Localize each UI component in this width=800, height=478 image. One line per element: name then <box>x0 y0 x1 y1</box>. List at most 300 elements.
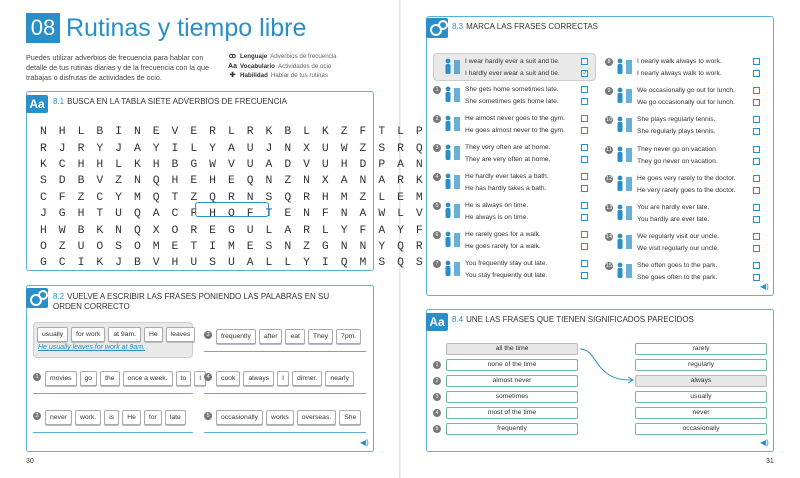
word-tiles <box>216 371 354 386</box>
checkbox[interactable] <box>753 70 760 77</box>
match-left-option[interactable]: almost never <box>446 375 578 387</box>
grid-letter[interactable]: I <box>115 126 122 139</box>
grid-letter[interactable]: K <box>265 126 273 139</box>
grid-letter[interactable]: J <box>115 257 122 270</box>
item-number: 10 <box>605 117 613 124</box>
item-number: 15 <box>605 263 613 270</box>
page-number-left: 30 <box>26 458 34 465</box>
grid-letter[interactable]: W <box>58 224 66 237</box>
grid-letter[interactable]: E <box>227 175 235 188</box>
item-number: 1 <box>433 361 441 369</box>
grid-letter[interactable]: R <box>303 191 310 204</box>
grid-letter[interactable]: R <box>209 126 216 139</box>
grid-letter[interactable]: L <box>284 257 292 270</box>
grid-letter[interactable]: N <box>284 240 292 253</box>
grid-letter[interactable]: A <box>152 208 160 221</box>
grid-letter[interactable]: E <box>397 191 404 204</box>
grid-letter[interactable]: Z <box>115 175 122 188</box>
grid-letter[interactable]: E <box>209 224 216 237</box>
grid-letter[interactable]: E <box>190 175 198 188</box>
checkbox[interactable] <box>753 99 760 106</box>
grid-letter[interactable]: N <box>340 240 348 253</box>
grid-letter[interactable]: X <box>321 175 329 188</box>
grid-letter[interactable]: K <box>96 257 104 270</box>
grid-letter[interactable]: S <box>378 257 386 270</box>
match-right-option[interactable]: regularly <box>635 359 767 371</box>
sentence-option: He hardly ever takes a bath. <box>465 173 549 180</box>
checkbox[interactable] <box>581 86 588 93</box>
grid-letter[interactable]: T <box>190 240 198 253</box>
grid-letter[interactable]: E <box>190 126 198 139</box>
grid-letter[interactable]: Q <box>152 175 160 188</box>
person-icon <box>614 233 634 249</box>
grid-letter[interactable]: H <box>209 208 216 221</box>
grid-letter[interactable]: U <box>227 257 235 270</box>
checkbox[interactable] <box>753 128 760 135</box>
sentence-option: She plays regularly tennis. <box>637 116 716 124</box>
grid-letter[interactable]: Z <box>58 240 66 253</box>
grid-letter[interactable]: O <box>96 240 104 253</box>
sentence-option: You are hardly ever late. <box>637 204 710 211</box>
sentence-option: He goes rarely for a walk. <box>465 243 541 250</box>
grid-letter[interactable]: S <box>209 257 216 270</box>
grid-letter[interactable]: V <box>227 158 235 171</box>
grid-letter[interactable]: M <box>227 240 235 253</box>
match-left-option[interactable]: most of the time <box>446 407 578 419</box>
grid-letter[interactable]: Q <box>284 191 292 204</box>
grid-letter[interactable]: X <box>152 224 160 237</box>
grid-letter[interactable]: G <box>58 208 66 221</box>
speaker-icon[interactable]: ◀) <box>360 438 369 447</box>
grid-letter[interactable]: O <box>171 224 179 237</box>
item-number: 13 <box>605 205 613 211</box>
grid-letter[interactable]: S <box>265 191 273 204</box>
grid-letter[interactable]: H <box>209 175 216 188</box>
speaker-icon[interactable]: ◀) <box>760 438 769 447</box>
checkbox[interactable] <box>753 146 760 153</box>
word-tile: nearly <box>325 371 354 386</box>
sentence-option: He almost never goes to the gym. <box>465 115 565 122</box>
grid-row <box>34 173 429 189</box>
grid-row <box>34 222 429 238</box>
match-right-option[interactable]: never <box>635 407 767 419</box>
answer-line[interactable] <box>204 393 366 394</box>
grid-letter[interactable]: C <box>58 158 66 171</box>
grid-letter[interactable]: L <box>397 126 404 139</box>
grid-letter[interactable]: Q <box>152 191 160 204</box>
grid-letter[interactable]: Y <box>378 240 386 253</box>
grid-letter[interactable]: G <box>227 224 235 237</box>
grid-letter[interactable]: Y <box>152 142 160 155</box>
sentence-option: He very rarely goes to the doctor. <box>637 186 736 194</box>
grid-letter[interactable]: J <box>39 208 47 221</box>
grid-letter[interactable]: F <box>415 224 423 237</box>
match-right-option[interactable]: usually <box>635 391 767 403</box>
item-number: 2 <box>433 115 441 123</box>
grid-letter[interactable]: L <box>378 191 386 204</box>
checkbox[interactable] <box>581 115 588 122</box>
grid-letter[interactable]: S <box>39 175 47 188</box>
grid-letter[interactable]: K <box>321 126 329 139</box>
grid-letter[interactable]: L <box>321 224 329 237</box>
answer-line[interactable] <box>33 393 193 394</box>
grid-letter[interactable]: F <box>359 126 367 139</box>
item-number: 2 <box>33 412 41 420</box>
checkbox[interactable] <box>581 231 588 238</box>
word-tile: overseas. <box>297 410 336 425</box>
grid-letter[interactable]: C <box>39 191 47 204</box>
item-number: 4 <box>433 409 441 417</box>
grid-letter[interactable]: N <box>415 158 423 171</box>
grid-letter[interactable]: N <box>133 126 141 139</box>
grid-letter[interactable]: R <box>397 142 404 155</box>
grid-letter[interactable]: N <box>359 240 367 253</box>
grid-letter[interactable]: J <box>58 142 66 155</box>
grid-letter[interactable]: B <box>133 257 141 270</box>
word-tile: He <box>122 410 141 425</box>
grid-letter[interactable]: Q <box>246 175 254 188</box>
grid-letter[interactable]: M <box>152 240 160 253</box>
grid-letter[interactable]: I <box>321 257 329 270</box>
grid-letter[interactable]: T <box>378 126 386 139</box>
exercise-8-2-title: 8.2 VUELVE A ESCRIBIR LAS FRASES PONIENDO LAS PALABRAS EN SU ORDEN CORRECTO <box>53 292 330 311</box>
word-tile: for work <box>71 327 105 342</box>
grid-letter[interactable]: M <box>359 257 367 270</box>
checkbox[interactable] <box>581 202 588 209</box>
word-tile: work. <box>75 410 101 425</box>
checkbox[interactable] <box>753 245 760 252</box>
checkbox[interactable] <box>753 58 760 65</box>
item-number: 11 <box>606 146 612 153</box>
grid-letter[interactable]: H <box>39 224 47 237</box>
answer-line[interactable] <box>204 351 366 352</box>
word-tile: occasionally <box>216 410 263 425</box>
legend-label: Lenguaje <box>240 53 268 60</box>
match-right-option[interactable]: rarely <box>635 343 767 355</box>
grid-letter[interactable]: M <box>340 191 348 204</box>
match-left-option[interactable]: sometimes <box>446 391 578 403</box>
sentence-option: She regularly plays tennis. <box>637 128 716 136</box>
grid-letter[interactable]: P <box>378 158 386 171</box>
word-tile: eat <box>285 329 304 344</box>
grid-letter[interactable]: Y <box>303 257 310 270</box>
grid-letter[interactable]: V <box>96 175 104 188</box>
grid-letter[interactable]: W <box>378 208 386 221</box>
grid-letter[interactable]: J <box>115 142 122 155</box>
grid-letter[interactable]: Y <box>397 224 404 237</box>
match-left-option[interactable]: all the time <box>446 343 578 355</box>
grid-letter[interactable]: K <box>133 158 141 171</box>
grid-letter[interactable]: V <box>415 208 423 221</box>
checkbox[interactable] <box>753 116 760 123</box>
sentence-option: We go occasionally out for lunch. <box>637 99 736 107</box>
checkbox[interactable] <box>753 262 760 269</box>
grid-row <box>34 140 429 156</box>
grid-letter[interactable]: N <box>303 175 310 188</box>
person-icon <box>442 86 462 102</box>
grid-letter[interactable]: E <box>152 126 160 139</box>
grid-letter[interactable]: S <box>265 240 273 253</box>
match-left-option[interactable]: frequently <box>446 423 578 435</box>
grid-letter[interactable]: L <box>190 142 198 155</box>
grid-letter[interactable]: Q <box>340 257 348 270</box>
grid-letter[interactable]: X <box>303 142 310 155</box>
grid-letter[interactable]: A <box>340 175 348 188</box>
word-search-grid[interactable] <box>34 124 429 272</box>
grid-letter[interactable]: N <box>133 175 141 188</box>
grid-row <box>34 255 429 271</box>
grid-letter[interactable]: S <box>378 142 386 155</box>
checkbox[interactable] <box>581 156 588 163</box>
checkbox[interactable] <box>753 87 760 94</box>
grid-letter[interactable]: R <box>227 191 235 204</box>
grid-letter[interactable]: L <box>115 158 122 171</box>
grid-letter[interactable]: A <box>265 158 273 171</box>
grid-letter[interactable]: Q <box>209 191 216 204</box>
checkbox[interactable] <box>753 175 760 182</box>
grid-letter[interactable]: L <box>227 126 235 139</box>
grid-letter[interactable]: R <box>77 142 85 155</box>
checkbox[interactable] <box>753 204 760 211</box>
word-tile: cook <box>216 371 240 386</box>
grid-letter[interactable]: R <box>246 126 254 139</box>
page-number-right: 31 <box>766 458 774 465</box>
match-right-option[interactable]: always <box>635 375 767 387</box>
grid-letter[interactable]: I <box>171 142 179 155</box>
item-number: 1 <box>433 86 441 94</box>
checkbox[interactable] <box>581 214 588 221</box>
person-icon <box>614 58 634 74</box>
word-tile: the <box>100 371 119 386</box>
grid-letter[interactable]: V <box>303 158 310 171</box>
grid-letter[interactable]: H <box>96 158 104 171</box>
grid-letter[interactable]: N <box>246 191 254 204</box>
grid-letter[interactable]: E <box>246 240 254 253</box>
grid-letter[interactable]: Z <box>77 191 85 204</box>
checkbox[interactable] <box>581 144 588 151</box>
grid-letter[interactable]: U <box>77 240 85 253</box>
person-icon <box>442 58 462 74</box>
grid-letter[interactable]: U <box>190 257 198 270</box>
grid-letter[interactable]: Q <box>415 142 423 155</box>
grid-letter[interactable]: V <box>171 126 179 139</box>
unit-number: 08 <box>26 13 60 43</box>
item-number: 7 <box>433 260 441 268</box>
legend-label: Vocabulario <box>240 62 275 70</box>
grid-letter[interactable]: Q <box>397 257 404 270</box>
grid-letter[interactable]: A <box>284 224 292 237</box>
grid-letter[interactable]: R <box>415 240 423 253</box>
grid-letter[interactable]: D <box>359 158 367 171</box>
grid-letter[interactable]: A <box>133 142 141 155</box>
grid-letter[interactable]: Z <box>340 126 348 139</box>
grid-letter[interactable]: H <box>152 158 160 171</box>
grid-letter[interactable]: B <box>171 158 179 171</box>
grid-letter[interactable]: U <box>246 142 254 155</box>
grid-letter[interactable]: N <box>303 208 310 221</box>
grid-letter[interactable]: G <box>190 158 198 171</box>
grid-letter[interactable]: K <box>415 175 423 188</box>
grid-letter[interactable]: Z <box>359 191 367 204</box>
grid-letter[interactable]: A <box>378 224 386 237</box>
grid-letter[interactable]: F <box>246 208 254 221</box>
grid-letter[interactable]: Q <box>397 240 404 253</box>
grid-letter[interactable]: A <box>227 142 235 155</box>
grid-letter[interactable]: L <box>77 126 85 139</box>
grid-letter[interactable]: U <box>246 158 254 171</box>
grid-letter[interactable]: Z <box>359 142 367 155</box>
grid-letter[interactable]: O <box>227 208 235 221</box>
grid-letter[interactable]: Z <box>303 240 310 253</box>
grid-letter[interactable]: D <box>58 175 66 188</box>
grid-letter[interactable]: P <box>415 126 423 139</box>
grid-letter[interactable]: L <box>397 208 404 221</box>
checkbox[interactable] <box>753 187 760 194</box>
grid-letter[interactable]: Y <box>340 224 348 237</box>
grid-letter[interactable]: B <box>77 224 85 237</box>
grid-letter[interactable]: F <box>359 224 367 237</box>
match-right-option[interactable]: occasionally <box>635 423 767 435</box>
grid-letter[interactable]: W <box>340 142 348 155</box>
grid-letter[interactable]: B <box>96 126 104 139</box>
dna-icon: ꝏ <box>228 53 237 60</box>
grid-letter[interactable]: N <box>284 142 292 155</box>
grid-letter[interactable]: I <box>209 240 216 253</box>
grid-letter[interactable]: M <box>133 191 141 204</box>
sentence-option: He goes very rarely to the doctor. <box>637 174 736 182</box>
grid-letter[interactable]: L <box>265 224 273 237</box>
grid-letter[interactable]: C <box>96 191 104 204</box>
grid-letter[interactable]: Z <box>190 191 198 204</box>
grid-letter[interactable]: R <box>303 224 310 237</box>
grid-letter[interactable]: S <box>415 257 423 270</box>
person-icon <box>442 231 462 247</box>
grid-letter[interactable]: A <box>378 175 386 188</box>
grid-letter[interactable]: Y <box>96 142 104 155</box>
grid-letter[interactable]: G <box>39 257 47 270</box>
grid-letter[interactable]: H <box>340 158 348 171</box>
grid-letter[interactable]: A <box>359 208 367 221</box>
grid-letter[interactable]: O <box>39 240 47 253</box>
grid-letter[interactable]: H <box>77 208 85 221</box>
grid-letter[interactable]: U <box>321 158 329 171</box>
checkbox[interactable] <box>753 274 760 281</box>
grid-letter[interactable]: R <box>397 175 404 188</box>
grid-letter[interactable]: W <box>209 158 216 171</box>
grid-letter[interactable]: B <box>77 175 85 188</box>
grid-letter[interactable]: Y <box>209 142 216 155</box>
grid-letter[interactable]: F <box>58 191 66 204</box>
grid-letter[interactable]: L <box>265 257 273 270</box>
person-icon <box>442 202 462 218</box>
grid-letter[interactable]: T <box>96 208 104 221</box>
grid-letter[interactable]: Q <box>133 224 141 237</box>
grid-letter[interactable]: D <box>284 158 292 171</box>
grid-letter[interactable]: C <box>58 257 66 270</box>
grid-letter[interactable]: S <box>115 240 122 253</box>
grid-letter[interactable]: G <box>321 240 329 253</box>
grid-letter[interactable]: T <box>171 191 179 204</box>
grid-letter[interactable]: H <box>171 257 179 270</box>
grid-letter[interactable]: H <box>321 191 329 204</box>
grid-letter[interactable]: R <box>39 142 47 155</box>
grid-letter[interactable]: T <box>265 208 273 221</box>
answer-line[interactable] <box>204 432 366 433</box>
checkbox[interactable] <box>581 127 588 134</box>
grid-letter[interactable]: A <box>246 257 254 270</box>
grid-letter[interactable]: U <box>246 224 254 237</box>
grid-letter[interactable]: U <box>115 208 122 221</box>
grid-letter[interactable]: N <box>265 175 273 188</box>
sentence-option: You stay frequently out late. <box>465 272 548 279</box>
sentence-option: They very often are at home. <box>465 144 551 151</box>
grid-letter[interactable]: E <box>284 208 292 221</box>
grid-letter[interactable]: K <box>39 158 47 171</box>
grid-letter[interactable]: R <box>190 224 198 237</box>
grid-letter[interactable]: I <box>77 257 85 270</box>
grid-letter[interactable]: H <box>58 126 66 139</box>
checkbox[interactable] <box>753 158 760 165</box>
grid-letter[interactable]: F <box>321 208 329 221</box>
grid-letter[interactable]: Q <box>133 208 141 221</box>
sentence-option: We visit regularly our uncle. <box>637 245 720 253</box>
grid-letter[interactable]: C <box>171 208 179 221</box>
grid-letter[interactable]: M <box>415 191 423 204</box>
grid-letter[interactable]: L <box>303 126 310 139</box>
checkbox[interactable] <box>581 173 588 180</box>
word-tile: movies <box>45 371 77 386</box>
grid-row <box>34 157 429 173</box>
checkbox[interactable] <box>753 233 760 240</box>
answer-line[interactable] <box>33 432 193 433</box>
word-tile: leaves <box>166 327 196 342</box>
grid-letter[interactable]: V <box>152 257 160 270</box>
checkbox[interactable] <box>581 272 588 279</box>
word-tile: for <box>144 410 162 425</box>
grid-letter[interactable]: N <box>340 208 348 221</box>
grid-letter[interactable]: A <box>397 158 404 171</box>
item-number: 4 <box>433 173 441 181</box>
person-icon <box>614 204 634 220</box>
checkbox[interactable] <box>753 216 760 223</box>
grid-letter[interactable]: N <box>39 126 47 139</box>
sentence-option: He rarely goes for a walk. <box>465 231 541 238</box>
grid-letter[interactable]: N <box>359 175 367 188</box>
grid-letter[interactable]: H <box>171 175 179 188</box>
grid-letter[interactable]: B <box>284 126 292 139</box>
aa-icon: Aa <box>26 95 48 113</box>
checkbox[interactable] <box>581 185 588 192</box>
match-left-option[interactable]: none of the time <box>446 359 578 371</box>
grid-letter[interactable]: Z <box>284 175 292 188</box>
checkbox[interactable] <box>581 243 588 250</box>
grid-letter[interactable]: N <box>115 224 122 237</box>
grid-letter[interactable]: H <box>77 158 85 171</box>
item-number: 9 <box>605 87 613 95</box>
grid-letter[interactable]: U <box>321 142 329 155</box>
grid-letter[interactable]: O <box>133 240 141 253</box>
exercise-8-4-title: 8.4 UNE LAS FRASES QUE TIENEN SIGNIFICADOS PARECIDOS <box>452 315 694 324</box>
speaker-icon[interactable]: ◀) <box>760 282 769 291</box>
grid-letter[interactable]: K <box>96 224 104 237</box>
grid-letter[interactable]: Y <box>115 191 122 204</box>
grid-letter[interactable]: J <box>265 142 273 155</box>
grid-letter[interactable]: F <box>190 208 198 221</box>
checkbox[interactable] <box>581 98 588 105</box>
checkbox[interactable] <box>581 58 588 65</box>
checkbox[interactable] <box>581 260 588 267</box>
grid-letter[interactable]: E <box>171 240 179 253</box>
